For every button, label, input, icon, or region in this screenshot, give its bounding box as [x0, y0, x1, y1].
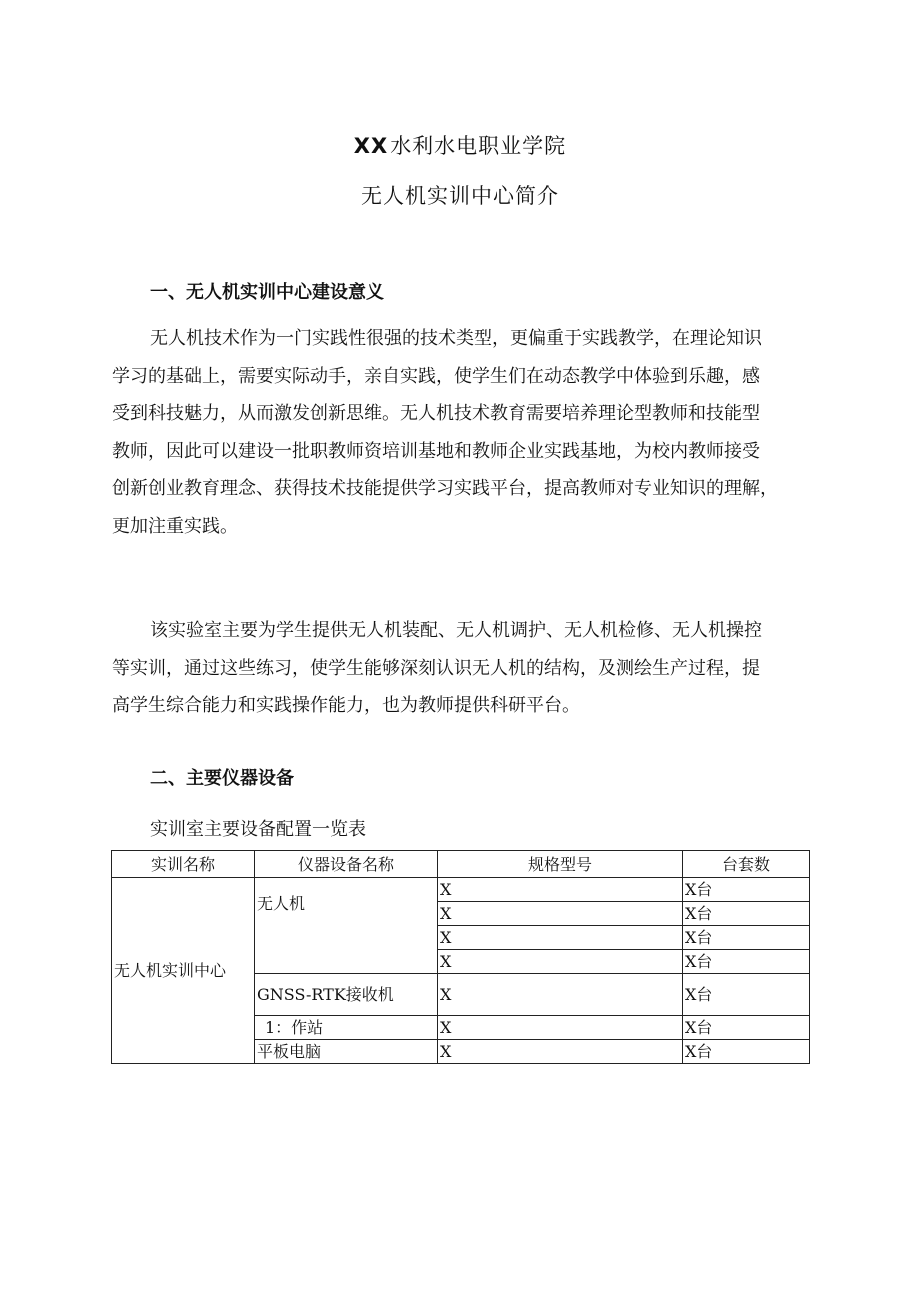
spec-cell: X [438, 1016, 683, 1040]
section-1-paragraph-2 [112, 612, 812, 725]
header-quantity: 台套数 [683, 851, 810, 878]
qty-cell: X台 [683, 926, 810, 950]
qty-cell: X台 [683, 950, 810, 974]
table-row [112, 878, 810, 902]
equipment-cell: 平板电脑 [255, 1040, 438, 1064]
title-school: 水利水电职业学院 [390, 134, 567, 158]
header-equipment-name: 仪器设备名称 [255, 851, 438, 878]
equipment-cell: 无人机 [255, 878, 438, 974]
qty-cell: X台 [683, 902, 810, 926]
paragraph-line: 等实训，通过这些练习，使学生能够深刻认识无人机的结构，及测绘生产过程，提 [112, 657, 760, 679]
qty-cell: X台 [683, 1040, 810, 1064]
spec-cell: X [438, 926, 683, 950]
qty-cell: X台 [683, 974, 810, 1016]
paragraph-line: 学习的基础上，需要实际动手，亲自实践，使学生们在动态教学中体验到乐趣，感 [112, 365, 760, 387]
equipment-cell: 1：作站 [255, 1016, 438, 1040]
paragraph-line: 更加注重实践。 [112, 515, 238, 537]
paragraph-line: 创新创业教育理念、获得技术技能提供学习实践平台，提高教师对专业知识的理解， [112, 478, 778, 499]
title-prefix: XX [353, 134, 389, 158]
spec-cell: X [438, 974, 683, 1016]
spec-cell: X [438, 1040, 683, 1064]
qty-cell: X台 [683, 1016, 810, 1040]
document-subtitle: 无人机实训中心简介 [361, 184, 559, 208]
section-2-heading: 二、主要仪器设备 [150, 768, 294, 789]
paragraph-line: 受到科技魅力，从而激发创新思维。无人机技术教育需要培养理论型教师和技能型 [112, 403, 760, 424]
equipment-cell: GNSS-RTK接收机 [255, 974, 438, 1016]
section-1-paragraph-1 [112, 320, 812, 545]
paragraph-line: 无人机技术作为一门实践性很强的技术类型，更偏重于实践教学，在理论知识 [150, 328, 762, 349]
paragraph-line: 教师，因此可以建设一批职教师资培训基地和教师企业实践基地，为校内教师接受 [112, 440, 760, 462]
document-title [0, 130, 920, 160]
spec-cell: X [438, 878, 683, 902]
training-name-cell: 无人机实训中心 [112, 878, 255, 1064]
header-spec-model: 规格型号 [438, 851, 683, 878]
equipment-table [111, 850, 810, 1064]
qty-cell: X台 [683, 878, 810, 902]
section-1-heading: 一、无人机实训中心建设意义 [150, 282, 384, 303]
paragraph-line: 该实验室主要为学生提供无人机装配、无人机调护、无人机检修、无人机操控 [150, 620, 762, 641]
spec-cell: X [438, 950, 683, 974]
header-training-name: 实训名称 [112, 851, 255, 878]
spec-cell: X [438, 902, 683, 926]
paragraph-line: 高学生综合能力和实践操作能力，也为教师提供科研平台。 [112, 695, 580, 716]
table-header-row [112, 851, 810, 878]
table-caption: 实训室主要设备配置一览表 [150, 819, 366, 840]
